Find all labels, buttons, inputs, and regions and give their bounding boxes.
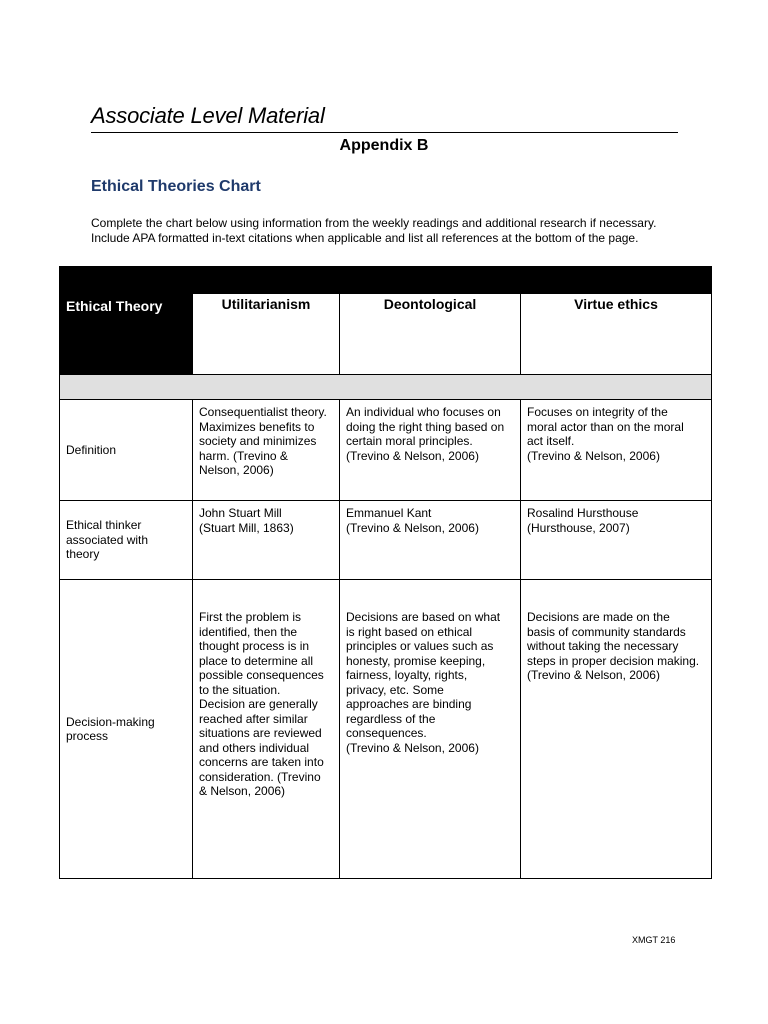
cell-decision-utilitarianism: First the problem is identified, then the thought process is in place to determine all possible consequences to the situation. Decision are generally reached after similar situations are reviewed and others individual concerns are taken into consideration. (Trevino & Nelson, 2006) bbox=[193, 580, 340, 879]
table-row-definition bbox=[60, 400, 712, 501]
cell-definition-utilitarianism: Consequentialist theory. Maximizes benefits to society and minimizes harm. (Trevino & Nelson, 2006) bbox=[193, 400, 340, 501]
document-header-title: Associate Level Material bbox=[91, 103, 325, 128]
cell-definition-virtue-ethics: Focuses on integrity of the moral actor than on the moral act itself. (Trevino & Nelson, 2006) bbox=[521, 400, 712, 501]
header-cell-virtue-ethics bbox=[521, 294, 712, 375]
table-row-decision-making bbox=[60, 580, 712, 879]
header-deontological-text: Deontological bbox=[383, 296, 477, 312]
table-header-row bbox=[60, 294, 712, 375]
cell-decision-virtue-ethics: Decisions are made on the basis of community standards without taking the necessary steps in proper decision making. (Trevino & Nelson, 2006) bbox=[521, 580, 712, 879]
row-label-decision-making: Decision-making process bbox=[60, 580, 193, 879]
row-label-ethical-thinker: Ethical thinker associated with theory bbox=[60, 501, 193, 580]
appendix-heading bbox=[0, 137, 768, 155]
table-gray-spacer-row bbox=[60, 375, 712, 400]
header-cell-utilitarianism bbox=[193, 294, 340, 375]
cell-thinker-virtue-ethics: Rosalind Hursthouse (Hursthouse, 2007) bbox=[521, 501, 712, 580]
row-label-definition: Definition bbox=[60, 400, 193, 501]
appendix-heading-text: Appendix B bbox=[339, 137, 429, 154]
header-cell-deontological bbox=[340, 294, 521, 375]
cell-thinker-utilitarianism: John Stuart Mill (Stuart Mill, 1863) bbox=[193, 501, 340, 580]
cell-thinker-deontological: Emmanuel Kant (Trevino & Nelson, 2006) bbox=[340, 501, 521, 580]
header-virtue-ethics-text: Virtue ethics bbox=[574, 296, 658, 312]
instructions-line-1: Complete the chart below using information from the weekly readings and additional research if necessary. bbox=[91, 216, 657, 230]
header-ethical-theory-text: Ethical Theory bbox=[66, 298, 163, 314]
cell-definition-deontological: An individual who focuses on doing the right thing based on certain moral principles. (Trevino & Nelson, 2006) bbox=[340, 400, 521, 501]
chart-title: Ethical Theories Chart bbox=[91, 178, 261, 195]
header-divider bbox=[91, 132, 678, 133]
instructions bbox=[91, 216, 701, 246]
header-cell-ethical-theory bbox=[60, 294, 193, 375]
ethical-theories-table bbox=[59, 266, 712, 879]
course-code-footer: XMGT 216 bbox=[632, 935, 676, 945]
cell-decision-deontological: Decisions are based on what is right based on ethical principles or values such as honesty, promise keeping, fairness, loyalty, rights, privacy, etc. Some approaches are binding regardless of the consequences. (Trevino & Nelson, 2006) bbox=[340, 580, 521, 879]
instructions-line-2: Include APA formatted in-text citations when applicable and list all references at the bottom of the page. bbox=[91, 231, 639, 245]
gray-spacer-cell bbox=[60, 375, 712, 400]
table-top-bar bbox=[60, 267, 712, 294]
table-row-ethical-thinker bbox=[60, 501, 712, 580]
table-top-bar-cell bbox=[60, 267, 712, 294]
header-utilitarianism-text: Utilitarianism bbox=[221, 296, 311, 312]
